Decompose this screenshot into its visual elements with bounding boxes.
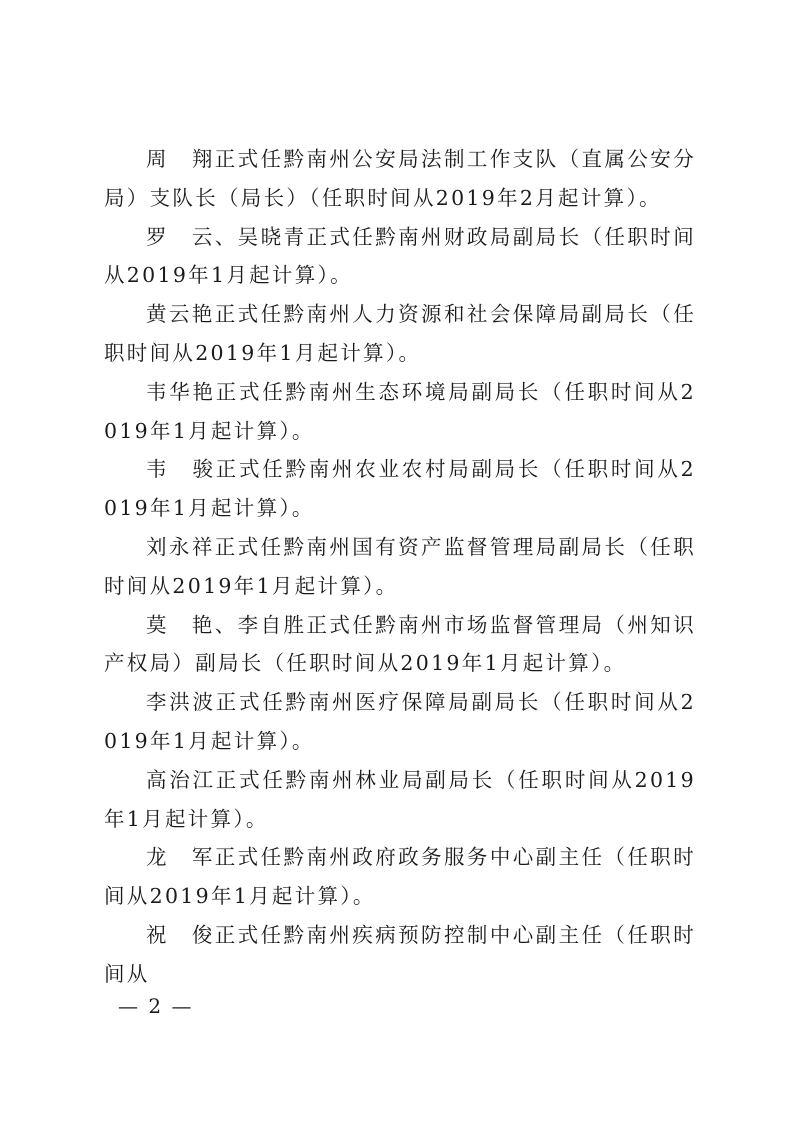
appointment-paragraph: 莫 艳、李自胜正式任黔南州市场监督管理局（州知识产权局）副局长（任职时间从2019年1月起计算）。 — [104, 612, 696, 676]
page-number: — 2 — — [118, 994, 194, 1018]
appointment-paragraph: 周 翔正式任黔南州公安局法制工作支队（直属公安分局）支队长（局长）（任职时间从2019年2月起计算）。 — [104, 147, 696, 210]
document-body — [104, 140, 696, 994]
appointment-paragraph: 祝 俊正式任黔南州疾病预防控制中心副主任（任职时间从 — [104, 922, 696, 986]
appointment-paragraph: 高治江正式任黔南州林业局副局长（任职时间从2019年1月起计算）。 — [104, 767, 696, 831]
appointment-paragraph: 龙 军正式任黔南州政府政务服务中心副主任（任职时间从2019年1月起计算）。 — [104, 845, 696, 909]
appointment-paragraph: 罗 云、吴晓青正式任黔南州财政局副局长（任职时间从2019年1月起计算）。 — [104, 224, 696, 288]
appointment-paragraph: 韦 骏正式任黔南州农业农村局副局长（任职时间从2019年1月起计算）。 — [104, 457, 696, 521]
appointment-paragraph: 李洪波正式任黔南州医疗保障局副局长（任职时间从2019年1月起计算）。 — [104, 690, 696, 753]
appointment-paragraph: 黄云艳正式任黔南州人力资源和社会保障局副局长（任职时间从2019年1月起计算）。 — [104, 302, 696, 365]
appointment-paragraph: 刘永祥正式任黔南州国有资产监督管理局副局长（任职时间从2019年1月起计算）。 — [104, 534, 696, 598]
appointment-paragraph: 韦华艳正式任黔南州生态环境局副局长（任职时间从2019年1月起计算）。 — [104, 379, 696, 443]
